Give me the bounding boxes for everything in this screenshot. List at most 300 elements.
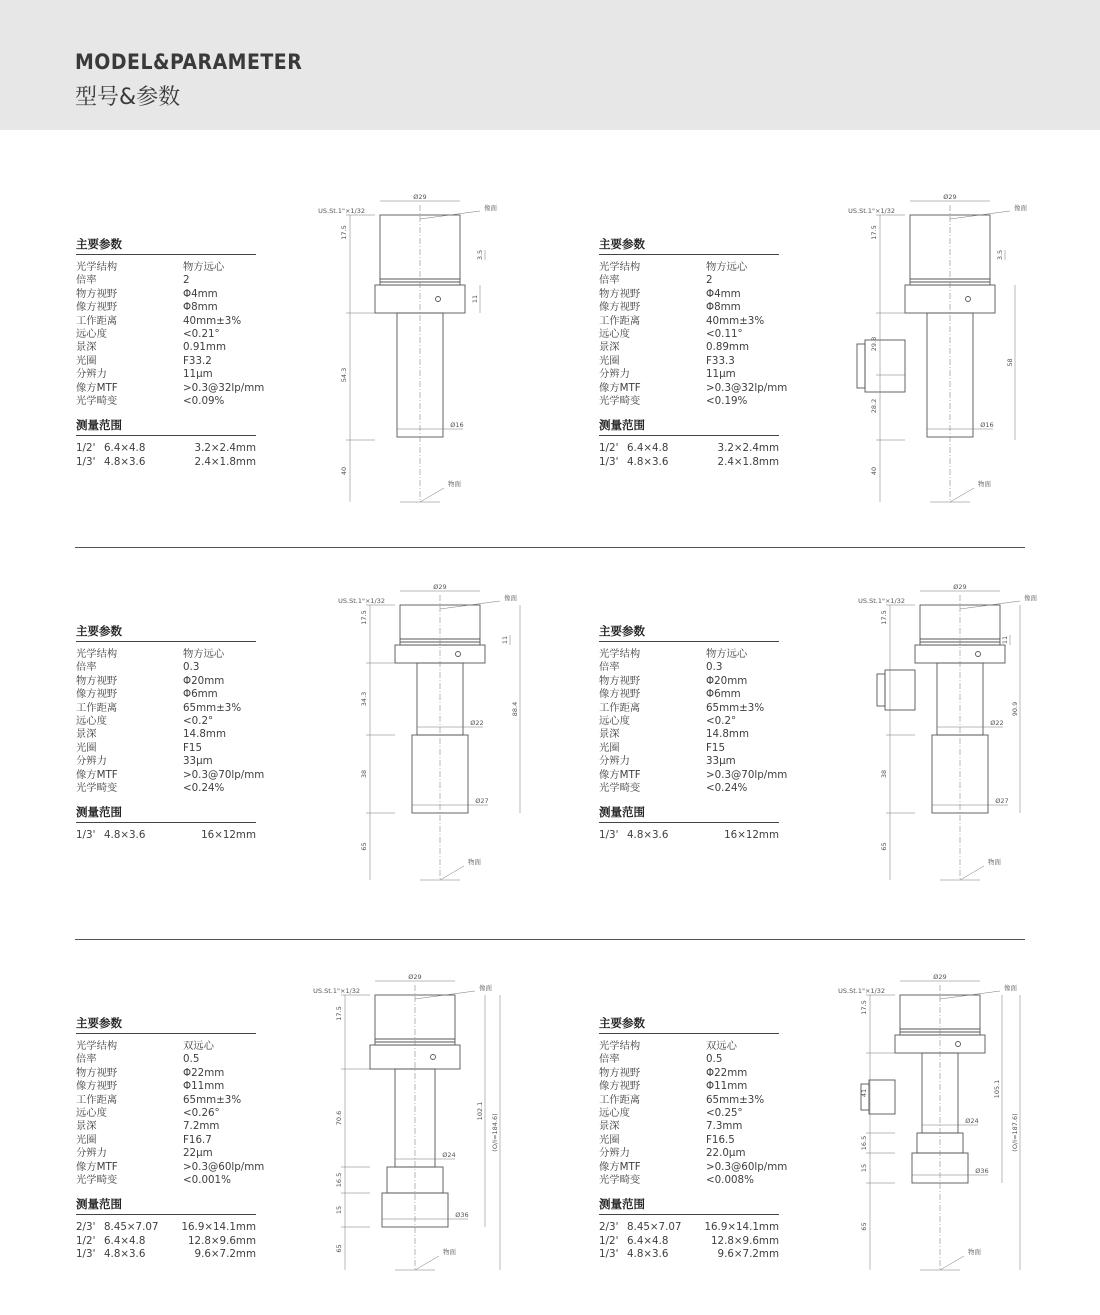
param-key: 倍率 <box>599 661 620 674</box>
lens-drawing <box>800 190 1040 520</box>
param-key: 物方视野 <box>599 1066 641 1079</box>
diameter-label: Ø27 <box>995 797 1009 805</box>
range-format: 1/3' <box>599 455 619 468</box>
param-value: 65mm±3% <box>706 1093 765 1106</box>
param-key: 远心度 <box>599 714 630 727</box>
range-format: 1/2' <box>599 1234 619 1247</box>
param-value: F16.7 <box>183 1133 212 1146</box>
measure-range-title: 测量范围 <box>76 1197 256 1215</box>
param-row <box>599 1067 779 1080</box>
param-value: Φ11mm <box>706 1080 748 1093</box>
dimension-label: 17.5 <box>880 610 888 625</box>
diameter-label: Ø29 <box>433 583 447 591</box>
param-row <box>76 355 256 368</box>
param-key: 像方MTF <box>76 768 118 781</box>
range-field: 16×12mm <box>201 829 256 842</box>
range-row <box>76 829 256 842</box>
param-list <box>76 1040 265 1187</box>
spec-block <box>76 624 265 843</box>
range-sensor: 6.4×4.8 <box>104 442 146 455</box>
param-row <box>76 755 256 768</box>
spec-block <box>599 1016 788 1261</box>
param-value: 物方远心 <box>183 648 225 660</box>
param-row <box>76 328 256 341</box>
param-key: 光圈 <box>599 741 620 754</box>
param-row <box>76 1040 256 1053</box>
diameter-label: Ø36 <box>975 1167 989 1175</box>
param-row <box>599 315 779 328</box>
param-row <box>599 1174 779 1187</box>
param-key: 远心度 <box>599 1106 630 1119</box>
param-value: 40mm±3% <box>183 314 242 327</box>
param-row <box>599 381 788 395</box>
dimension-label: 65 <box>335 1244 343 1253</box>
param-value: <0.001% <box>183 1173 231 1186</box>
param-key: 像方视野 <box>76 688 118 701</box>
param-row <box>76 728 256 741</box>
range-format: 1/3' <box>76 455 96 468</box>
main-params-title: 主要参数 <box>599 1016 779 1034</box>
section-divider <box>75 939 1025 940</box>
range-list <box>76 1221 256 1261</box>
param-value: <0.2° <box>706 714 737 727</box>
param-value: >0.3@70lp/mm <box>183 768 265 781</box>
param-row <box>599 355 779 368</box>
range-field: 9.6×7.2mm <box>194 1248 256 1261</box>
param-key: 远心度 <box>599 327 630 340</box>
param-key: 工作距离 <box>76 701 118 714</box>
param-key: 像方MTF <box>599 768 641 781</box>
object-plane-label: 物面 <box>468 858 481 866</box>
set-screw <box>956 1042 961 1047</box>
param-key: 光圈 <box>599 1133 620 1146</box>
diameter-label: Ø16 <box>980 421 994 429</box>
dimension-label: 11 <box>1001 635 1009 645</box>
dimension-label: 11 <box>501 635 509 645</box>
dimension-label: 70.6 <box>335 1110 343 1126</box>
light-port <box>869 1080 895 1114</box>
param-value: 65mm±3% <box>183 1093 242 1106</box>
param-key: 像方MTF <box>599 381 641 394</box>
object-plane-label: 物面 <box>978 480 991 488</box>
dimension-label: 16.5 <box>335 1172 343 1188</box>
param-row <box>76 1080 256 1093</box>
param-row <box>599 1160 788 1174</box>
dimension-label: 38 <box>360 769 368 779</box>
set-screw <box>431 1055 436 1060</box>
measure-range-title: 测量范围 <box>599 418 779 436</box>
param-key: 景深 <box>599 728 620 741</box>
param-row <box>76 1094 256 1107</box>
range-sensor: 4.8×3.6 <box>627 829 669 842</box>
param-row <box>76 274 256 287</box>
param-row <box>76 715 256 728</box>
param-row <box>599 368 779 381</box>
diameter-label: Ø22 <box>470 719 484 727</box>
leader <box>415 1256 439 1270</box>
image-plane-label: 像面 <box>479 984 492 992</box>
param-value: <0.09% <box>183 394 225 407</box>
param-key: 像方视野 <box>599 688 641 701</box>
param-key: 像方视野 <box>599 1080 641 1093</box>
param-value: Φ4mm <box>183 287 218 300</box>
range-format: 1/3' <box>599 829 619 842</box>
image-plane-label: 像面 <box>1014 204 1027 212</box>
param-value: F33.2 <box>183 354 212 367</box>
param-key: 光圈 <box>76 354 97 367</box>
param-value: 物方远心 <box>183 261 225 273</box>
param-list <box>599 1040 788 1187</box>
main-params-title: 主要参数 <box>599 237 779 255</box>
range-format: 2/3' <box>599 1221 619 1234</box>
param-value: F15 <box>706 741 726 754</box>
diameter-label: Ø36 <box>455 1211 469 1219</box>
param-key: 光圈 <box>76 741 97 754</box>
param-value: Φ20mm <box>706 674 748 687</box>
param-value: 7.3mm <box>706 1120 743 1133</box>
param-key: 像方视野 <box>76 301 118 314</box>
param-key: 工作距离 <box>76 314 118 327</box>
dimension-label: 40 <box>870 466 878 476</box>
range-field: 12.8×9.6mm <box>711 1234 779 1247</box>
param-key: 光学结构 <box>76 1040 118 1052</box>
range-row <box>599 1235 779 1248</box>
param-key: 分辨力 <box>599 368 630 381</box>
diameter-label: Ø29 <box>953 583 967 591</box>
diameter-label: Ø29 <box>943 193 957 201</box>
image-plane-label: 像面 <box>484 204 497 212</box>
leader <box>420 488 444 502</box>
mount-label: US.St.1"×1/32 <box>858 597 905 605</box>
lens-tube <box>912 1153 968 1183</box>
range-field: 16.9×14.1mm <box>181 1221 256 1234</box>
param-key: 像方MTF <box>599 1160 641 1173</box>
param-row <box>599 1147 779 1160</box>
diameter-label: Ø16 <box>450 421 464 429</box>
range-sensor: 4.8×3.6 <box>627 1248 669 1261</box>
param-key: 倍率 <box>76 661 97 674</box>
param-key: 倍率 <box>599 274 620 287</box>
param-row <box>599 675 779 688</box>
param-row <box>76 1147 256 1160</box>
param-value: 双远心 <box>706 1040 737 1052</box>
light-port-cap <box>857 344 865 388</box>
param-value: F15 <box>183 741 203 754</box>
param-row <box>76 648 256 661</box>
param-row <box>599 715 779 728</box>
param-key: 光学畸变 <box>599 394 641 407</box>
param-key: 像方视野 <box>76 1080 118 1093</box>
param-value: 0.5 <box>183 1053 200 1066</box>
param-value: 11μm <box>706 368 736 381</box>
param-row <box>76 688 256 701</box>
param-key: 光学畸变 <box>76 1173 118 1186</box>
param-row <box>599 1080 779 1093</box>
page-header <box>0 0 1100 130</box>
param-key: 像方MTF <box>76 1160 118 1173</box>
range-field: 9.6×7.2mm <box>717 1248 779 1261</box>
param-value: Φ6mm <box>706 688 741 701</box>
param-key: 工作距离 <box>599 701 641 714</box>
mount-label: US.St.1"×1/32 <box>838 987 885 995</box>
param-value: <0.26° <box>183 1106 220 1119</box>
mount-label: US.St.1"×1/32 <box>338 597 385 605</box>
param-row <box>599 274 779 287</box>
range-row <box>599 1221 779 1234</box>
param-row <box>76 368 256 381</box>
param-value: Φ22mm <box>706 1066 748 1079</box>
dimension-label: 29.8 <box>870 336 878 352</box>
param-value: >0.3@32lp/mm <box>706 381 788 394</box>
range-sensor: 8.45×7.07 <box>627 1221 682 1234</box>
object-plane-label: 物面 <box>443 1248 456 1256</box>
param-key: 分辨力 <box>76 368 107 381</box>
param-row <box>599 648 779 661</box>
param-value: 0.3 <box>706 661 723 674</box>
diameter-label: Ø29 <box>413 193 427 201</box>
param-key: 光学畸变 <box>599 781 641 794</box>
main-params-title: 主要参数 <box>599 624 779 642</box>
param-key: 景深 <box>76 1120 97 1133</box>
param-row <box>599 288 779 301</box>
param-key: 倍率 <box>599 1053 620 1066</box>
param-row <box>76 1107 256 1120</box>
dimension-label: 3.5 <box>996 249 1004 261</box>
lens-drawing <box>280 190 520 520</box>
param-value: 14.8mm <box>183 728 226 741</box>
param-list <box>599 261 788 408</box>
range-sensor: 4.8×3.6 <box>104 829 146 842</box>
param-value: 0.3 <box>183 661 200 674</box>
param-value: Φ6mm <box>183 688 218 701</box>
range-sensor: 8.45×7.07 <box>104 1221 159 1234</box>
param-value: 22μm <box>183 1147 213 1160</box>
param-value: 2 <box>706 274 713 287</box>
range-field: 2.4×1.8mm <box>194 455 256 468</box>
range-row <box>599 456 779 469</box>
param-key: 工作距离 <box>599 1093 641 1106</box>
page-title-en: MODEL&PARAMETER <box>75 50 303 74</box>
range-list <box>599 1221 779 1261</box>
param-value: >0.3@70lp/mm <box>706 768 788 781</box>
diameter-label: Ø29 <box>933 973 947 981</box>
dimension-label: 17.5 <box>360 610 368 625</box>
object-plane-label: 物面 <box>448 480 461 488</box>
range-sensor: 4.8×3.6 <box>104 1248 146 1261</box>
range-sensor: 4.8×3.6 <box>627 455 669 468</box>
param-row <box>76 315 256 328</box>
param-key: 光学畸变 <box>76 781 118 794</box>
param-row <box>76 1134 256 1147</box>
param-value: 33μm <box>183 755 213 768</box>
range-row <box>76 456 256 469</box>
param-key: 物方视野 <box>76 287 118 300</box>
range-field: 3.2×2.4mm <box>717 442 779 455</box>
lens-drawing <box>300 970 530 1280</box>
param-value: 11μm <box>183 368 213 381</box>
dimension-label: (O/I=187.6) <box>1011 1113 1019 1152</box>
dimension-label: 102.1 <box>476 1101 484 1121</box>
param-value: >0.3@60lp/mm <box>183 1160 265 1173</box>
param-key: 景深 <box>599 1120 620 1133</box>
dimension-label: 11 <box>471 294 479 304</box>
range-row <box>76 1221 256 1234</box>
param-row <box>76 782 256 795</box>
lens-drawing <box>860 580 1040 890</box>
dimension-label: 16.5 <box>860 1135 868 1151</box>
range-field: 2.4×1.8mm <box>717 455 779 468</box>
range-format: 1/3' <box>76 829 96 842</box>
param-key: 分辨力 <box>76 755 107 768</box>
param-value: <0.25° <box>706 1106 743 1119</box>
param-value: 物方远心 <box>706 648 748 660</box>
param-row <box>76 1067 256 1080</box>
param-value: F33.3 <box>706 354 735 367</box>
diameter-label: Ø22 <box>990 719 1004 727</box>
set-screw <box>976 652 981 657</box>
param-row <box>599 1120 779 1133</box>
dimension-label: 65 <box>360 842 368 851</box>
leader <box>440 866 464 880</box>
main-params-title: 主要参数 <box>76 1016 256 1034</box>
param-value: 14.8mm <box>706 728 749 741</box>
param-value: Φ8mm <box>706 301 741 314</box>
param-value: Φ22mm <box>183 1066 225 1079</box>
param-row <box>599 1053 779 1066</box>
object-plane-label: 物面 <box>968 1248 981 1256</box>
param-row <box>76 768 265 782</box>
main-params-title: 主要参数 <box>76 624 256 642</box>
param-key: 远心度 <box>76 327 107 340</box>
param-row <box>599 755 779 768</box>
param-value: F16.5 <box>706 1133 735 1146</box>
range-field: 16×12mm <box>724 829 779 842</box>
param-row <box>76 742 256 755</box>
param-value: Φ20mm <box>183 674 225 687</box>
spec-block <box>76 237 265 469</box>
param-key: 景深 <box>76 728 97 741</box>
param-value: <0.24% <box>706 781 748 794</box>
param-value: Φ4mm <box>706 287 741 300</box>
param-key: 光圈 <box>76 1133 97 1146</box>
dimension-label: 65 <box>880 842 888 851</box>
range-sensor: 4.8×3.6 <box>104 455 146 468</box>
param-row <box>599 688 779 701</box>
section-divider <box>75 547 1025 548</box>
dimension-label: 28.2 <box>870 398 878 414</box>
param-row <box>599 768 788 782</box>
param-value: <0.21° <box>183 327 220 340</box>
image-plane-label: 像面 <box>1004 984 1017 992</box>
dimension-label: 17.5 <box>340 225 348 240</box>
param-value: Φ8mm <box>183 301 218 314</box>
param-key: 光圈 <box>599 354 620 367</box>
range-row <box>76 1248 256 1261</box>
param-row <box>76 675 256 688</box>
image-plane-label: 像面 <box>504 594 517 602</box>
range-field: 3.2×2.4mm <box>194 442 256 455</box>
dimension-label: 65 <box>860 1222 868 1231</box>
range-list <box>599 829 779 842</box>
param-row <box>76 702 256 715</box>
param-key: 景深 <box>599 341 620 354</box>
param-value: 物方远心 <box>706 261 748 273</box>
param-key: 像方视野 <box>599 301 641 314</box>
set-screw <box>436 297 441 302</box>
param-value: <0.2° <box>183 714 214 727</box>
param-key: 倍率 <box>76 1053 97 1066</box>
dimension-label: 105.1 <box>993 1079 1001 1099</box>
dimension-label: 38 <box>880 769 888 779</box>
param-value: >0.3@60lp/mm <box>706 1160 788 1173</box>
param-row <box>599 728 779 741</box>
range-sensor: 6.4×4.8 <box>627 1234 669 1247</box>
param-row <box>599 702 779 715</box>
param-row <box>76 1174 256 1187</box>
spec-block <box>599 624 788 843</box>
param-value: <0.11° <box>706 327 743 340</box>
dimension-label: 88.4 <box>511 701 519 717</box>
param-value: 2 <box>183 274 190 287</box>
param-key: 工作距离 <box>76 1093 118 1106</box>
mount-label: US.St.1"×1/32 <box>313 987 360 995</box>
set-screw <box>966 297 971 302</box>
dimension-label: 17.5 <box>335 1006 343 1021</box>
param-key: 景深 <box>76 341 97 354</box>
param-key: 分辨力 <box>599 755 630 768</box>
param-row <box>76 1053 256 1066</box>
param-key: 光学结构 <box>599 648 641 660</box>
param-value: 33μm <box>706 755 736 768</box>
leader <box>940 1256 964 1270</box>
spec-block <box>76 1016 265 1261</box>
param-key: 光学结构 <box>76 261 118 273</box>
set-screw <box>456 652 461 657</box>
param-value: 22.0μm <box>706 1147 746 1160</box>
param-row <box>76 661 256 674</box>
range-row <box>76 442 256 455</box>
param-row <box>599 341 779 354</box>
param-key: 像方MTF <box>76 381 118 394</box>
param-value: 0.5 <box>706 1053 723 1066</box>
dimension-label: 17.5 <box>860 1000 868 1015</box>
range-format: 1/2' <box>76 1234 96 1247</box>
param-key: 分辨力 <box>599 1147 630 1160</box>
range-sensor: 6.4×4.8 <box>104 1234 146 1247</box>
param-row <box>76 261 256 274</box>
param-key: 光学畸变 <box>599 1173 641 1186</box>
param-key: 光学结构 <box>76 648 118 660</box>
param-key: 工作距离 <box>599 314 641 327</box>
lens-drawing <box>340 580 560 890</box>
param-row <box>599 782 779 795</box>
param-value: 双远心 <box>183 1040 214 1052</box>
mount-label: US.St.1"×1/32 <box>318 207 365 215</box>
light-port <box>885 670 915 710</box>
object-plane-label: 物面 <box>988 858 1001 866</box>
range-row <box>76 1235 256 1248</box>
dimension-label: 41 <box>860 1088 868 1098</box>
page-title-cn: 型号&参数 <box>75 85 181 110</box>
dimension-label: 17.5 <box>870 225 878 240</box>
dimension-label: 3.5 <box>476 249 484 261</box>
param-row <box>76 341 256 354</box>
param-value: Φ11mm <box>183 1080 225 1093</box>
measure-range-title: 测量范围 <box>599 1197 779 1215</box>
diameter-label: Ø27 <box>475 797 489 805</box>
measure-range-title: 测量范围 <box>76 418 256 436</box>
diameter-label: Ø29 <box>408 973 422 981</box>
